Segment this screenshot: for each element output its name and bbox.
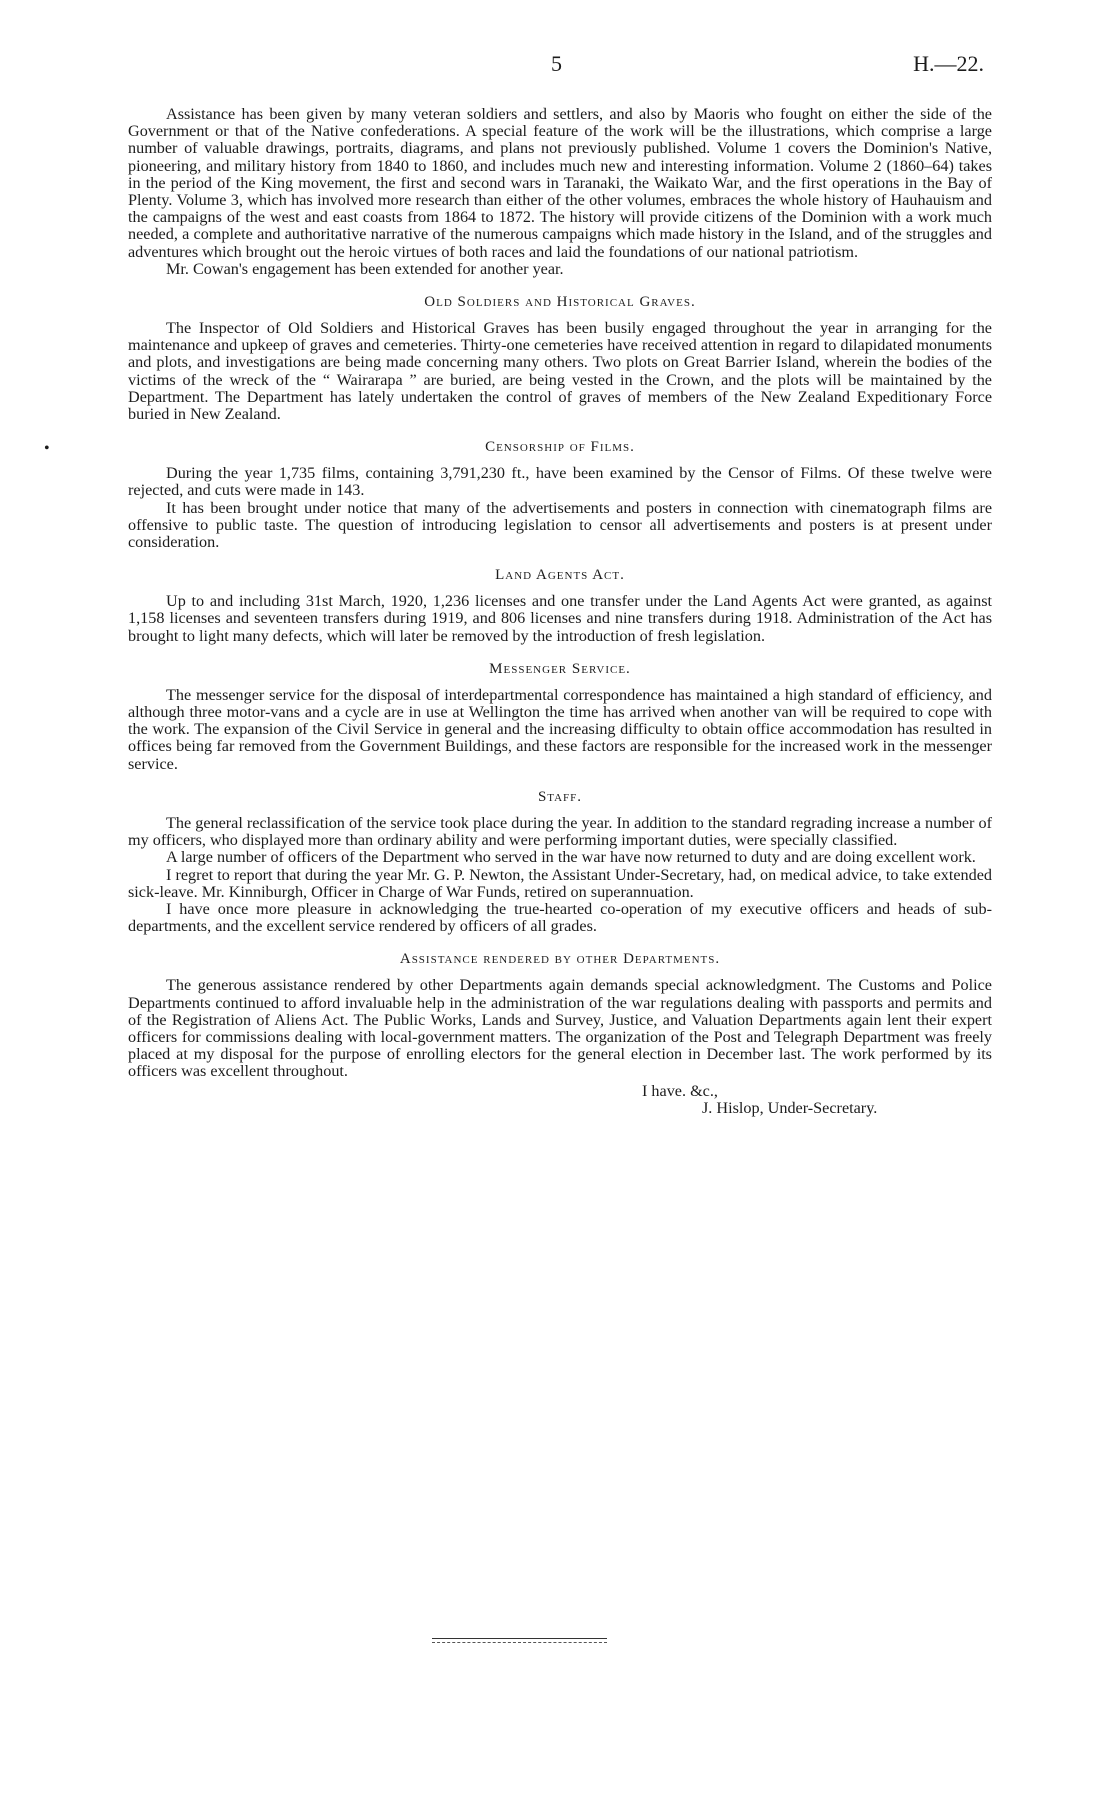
- section-films: [128, 439, 992, 551]
- paragraph: A large number of officers of the Department who served in the war have now returned to duty and are doing excellent work.: [166, 848, 976, 867]
- paragraph: The messenger service for the disposal of interdepartmental correspondence has maintained a high standard of efficiency, and although three motor-vans and a cycle are in use at Wellington the time has arrived when another van will be required to cope with the work. The expansion of the Civil Service in general and the increasing difficulty to obtain office accommodation has resulted in offices being far removed from the Government Buildings, and these factors are responsible for the increased work in the messenger service.: [128, 685, 992, 773]
- page-number: 5: [551, 51, 562, 76]
- section-land-agents: [128, 567, 992, 645]
- section-graves: [128, 294, 992, 423]
- end-rule-dashed: [432, 1642, 607, 1643]
- end-rule: [432, 1638, 607, 1639]
- paragraph: Assistance has been given by many veteran soldiers and settlers, and also by Maoris who fought on either the side of the Government or that of the Native confederations. A special feature of the work will be the illustrations, which comprise a large number of valuable drawings, portraits, diagrams, and plans not previously published. Volume 1 covers the Dominion's Native, pioneering, and military history from 1840 to 1860, and includes much new and interesting information. Volume 2 (1860–64) takes in the period of the King movement, the first and second wars in Taranaki, the Waikato War, and the first operations in the Bay of Plenty. Volume 3, which has involved more research than either of the other volumes, embraces the whole history of Hauhauism and the campaigns of the west and east coasts from 1864 to 1872. The history will provide citizens of the Dominion with a work much needed, a complete and authoritative narrative of the numerous campaigns which made history in the Island, and of the struggles and adventures which brought out the heroic virtues of both races and laid the foundations of our national patriotism.: [128, 105, 992, 261]
- paragraph: The generous assistance rendered by other Departments again demands special acknowledgment. The Customs and Police Departments continued to afford invaluable help in the administration of the war regulations dealing with passports and permits and of the Registration of Aliens Act. The Public Works, Lands and Survey, Justice, and Valuation Departments again lent their expert officers for commissions dealing with local-government matters. The organization of the Post and Telegraph Department was freely placed at my disposal for the purpose of enrolling electors for the general election in December last. The work performed by its officers was excellent throughout.: [128, 976, 992, 1081]
- paragraph: Up to and including 31st March, 1920, 1,236 licenses and one transfer under the Land Agents Act were granted, as against 1,158 licenses and seventeen transfers during 1919, and 806 licenses and nine transfers during 1918. Administration of the Act has brought to light many defects, which will later be removed by the introduction of fresh legislation.: [128, 592, 992, 645]
- section-intro: [128, 106, 992, 278]
- section-heading: Old Soldiers and Historical Graves.: [424, 294, 696, 311]
- signatory: J. Hislop, Under-Secretary.: [702, 1098, 878, 1117]
- paragraph: During the year 1,735 films, containing 3,791,230 ft., have been examined by the Censor of Films. Of these twelve were rejected, and cuts were made in 143.: [128, 464, 992, 500]
- section-heading: Censorship of Films.: [485, 439, 635, 456]
- section-heading: Land Agents Act.: [495, 567, 625, 584]
- closing-signature: [128, 1083, 992, 1119]
- section-messenger: [128, 661, 992, 773]
- margin-mark: •: [44, 440, 50, 457]
- document-reference: H.—22.: [913, 51, 984, 76]
- document-body: [128, 106, 992, 1119]
- paragraph: I have once more pleasure in acknowledging the true-hearted co-operation of my executive officers and heads of sub-departments, and the excellent service rendered by officers of all grades.: [128, 899, 992, 936]
- paragraph: The Inspector of Old Soldiers and Historical Graves has been busily engaged throughout the year in arranging for the maintenance and upkeep of graves and cemeteries. Thirty-one cemeteries have received attention in regard to dilapidated monuments and plots, and investigations are being made concerning many others. Two plots on Great Barrier Island, wherein the bodies of the victims of the wreck of the “ Wairarapa ” are buried, are being vested in the Crown, and the plots will be maintained by the Department. The Department has lately undertaken the control of graves of members of the New Zealand Expeditionary Force buried in New Zealand.: [128, 319, 992, 424]
- page-header: [0, 52, 1114, 80]
- section-assistance: [128, 951, 992, 1080]
- section-staff: [128, 789, 992, 935]
- section-heading: Assistance rendered by other Departments.: [399, 951, 721, 968]
- closing-salutation: I have. &c.,: [642, 1081, 718, 1100]
- section-heading: Staff.: [537, 788, 583, 805]
- paragraph: The general reclassification of the service took place during the year. In addition to the standard regrading increase a number of my officers, who displayed more than ordinary ability and were performing important duties, were specially classified.: [128, 813, 992, 850]
- paragraph: It has been brought under notice that many of the advertisements and posters in connection with cinematograph films are offensive to public taste. The question of introducing legislation to censor all advertisements and posters is at present under consideration.: [128, 498, 992, 552]
- section-heading: Messenger Service.: [489, 660, 631, 677]
- paragraph: Mr. Cowan's engagement has been extended for another year.: [166, 259, 564, 278]
- paragraph: I regret to report that during the year Mr. G. P. Newton, the Assistant Under-Secretary, had, on medical advice, to take extended sick-leave. Mr. Kinniburgh, Officer in Charge of War Funds, retired on superannuation.: [128, 865, 992, 901]
